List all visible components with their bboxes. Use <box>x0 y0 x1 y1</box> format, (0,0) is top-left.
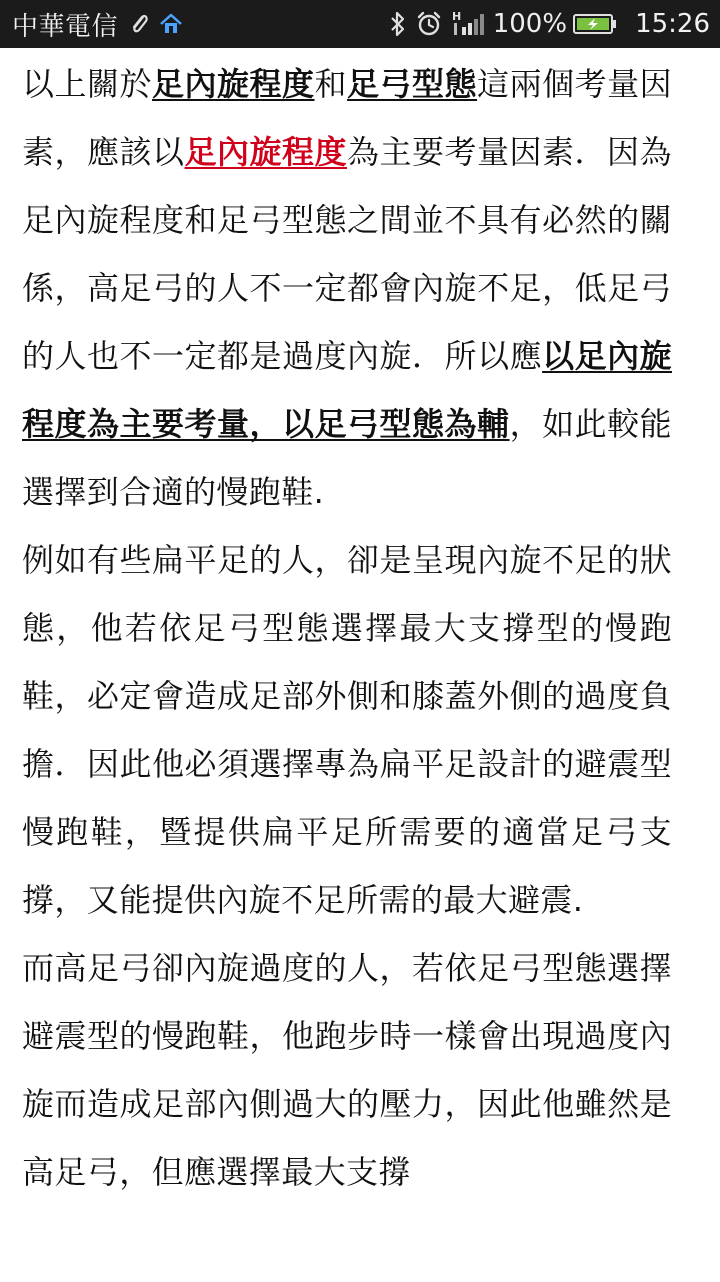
text-span: 為主要考量因素．因為足內旋程度和足弓型態之間並不具有必然的關係，高足弓的人不一定都會內旋不足，低足弓的人也不一定都是過度內旋．所以應 <box>22 133 672 375</box>
emphasis-pronation-degree: 足內旋程度 <box>152 65 315 103</box>
status-bar <box>0 0 720 48</box>
paperclip-icon <box>128 11 150 37</box>
battery-percent: 100% <box>492 9 568 39</box>
home-icon <box>158 12 184 36</box>
alarm-icon <box>415 10 443 38</box>
clock: 15:26 <box>635 9 710 39</box>
emphasis-main-consideration: 以足內旋程度為主要考量，以足弓型態為輔 <box>22 337 672 443</box>
emphasis-arch-type: 足弓型態 <box>347 65 478 103</box>
text-span: 以上關於 <box>22 65 153 103</box>
text-span: ，如此較能選擇到合適的慢跑鞋. <box>22 405 672 511</box>
emphasis-pronation-degree-red: 足內旋程度 <box>184 133 348 171</box>
carrier-name: 中華電信 <box>12 11 119 42</box>
status-icons <box>389 9 710 39</box>
signal-type-label: H <box>451 10 461 23</box>
article-content <box>22 48 672 1282</box>
text-span: 和 <box>314 65 348 103</box>
signal-icon <box>451 9 485 39</box>
paragraph-2: 例如有些扁平足的人，卻是呈現內旋不足的狀態，他若依足弓型態選擇最大支撐型的慢跑鞋，必定會造成足部外側和膝蓋外側的過度負擔．因此他必須選擇專為扁平足設計的避震型慢跑鞋，暨提供扁平足所需要的適當足弓支撐，又能提供內旋不足所需的最大避震. <box>22 541 672 919</box>
bluetooth-icon <box>389 10 407 38</box>
paragraph-1 <box>22 50 672 526</box>
text-span: 這兩個考量因素，應該以 <box>22 65 672 171</box>
paragraph-3: 而高足弓卻內旋過度的人，若依足弓型態選擇避震型的慢跑鞋，他跑步時一樣會出現過度內旋而造成足部內側過大的壓力，因此他雖然是高足弓，但應選擇最大支撐 <box>22 949 672 1191</box>
battery-charging-icon <box>573 12 617 36</box>
